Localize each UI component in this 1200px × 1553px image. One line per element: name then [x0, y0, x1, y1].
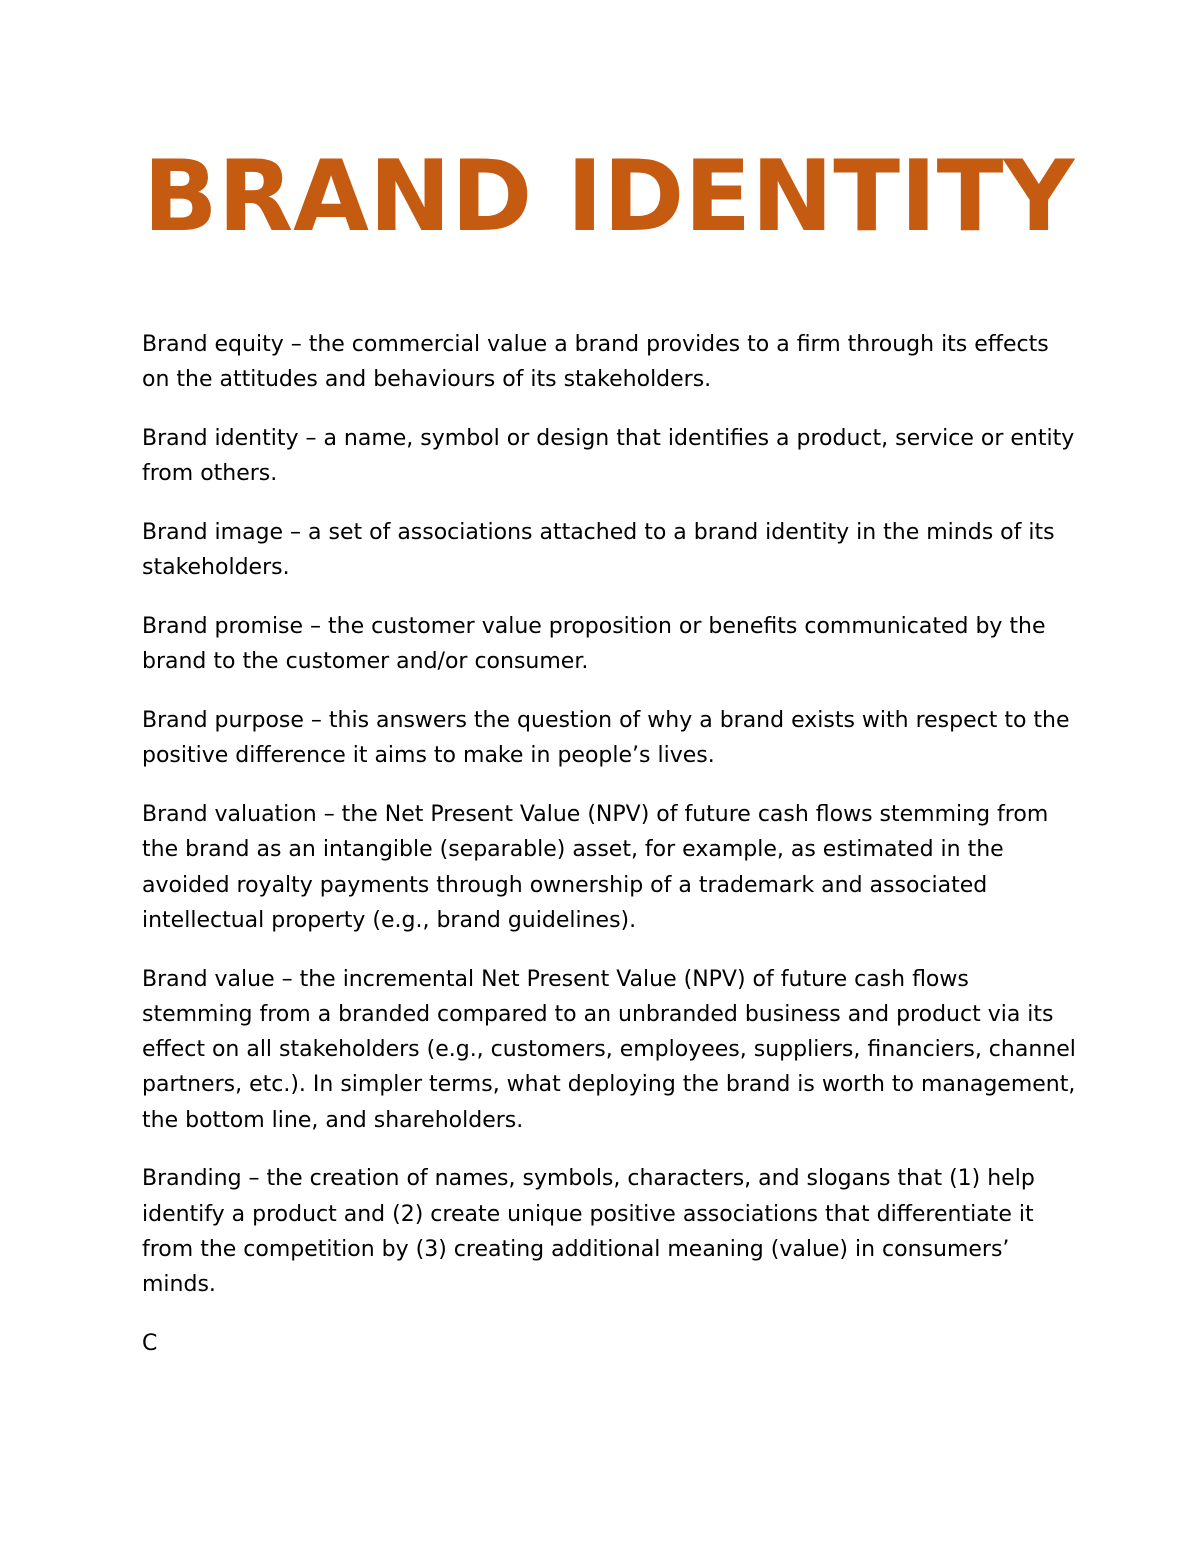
- paragraph-brand-valuation: Brand valuation – the Net Present Value (NPV) of future cash flows stemming from the brand as an intangible (separable) asset, for example, as estimated in the avoided royalty payments through ownership of a trademark and associated intellectual property (e.g., brand guidelines).: [142, 801, 1049, 933]
- paragraph-trailing-text: C: [142, 1330, 158, 1356]
- document-title: BRAND IDENTITY: [143, 140, 1075, 254]
- paragraph-brand-equity: Brand equity – the commercial value a brand provides to a firm through its effects on the attitudes and behaviours of its stakeholders.: [142, 332, 1049, 393]
- paragraph-branding: Branding – the creation of names, symbols, characters, and slogans that (1) help identify a product and (2) create unique positive associations that differentiate it from the competition by (3) creating additional meaning (value) in consumers’ minds.: [142, 1166, 1035, 1298]
- paragraph-brand-identity: Brand identity – a name, symbol or design that identifies a product, service or entity from others.: [142, 425, 1075, 487]
- document-body: [142, 327, 1077, 1385]
- paragraph-brand-value: Brand value – the incremental Net Present Value (NPV) of future cash flows stemming from a branded compared to an unbranded business and product via its effect on all stakeholders (e.g., customers, employees, suppliers, financiers, channel partners, etc.). In simpler terms, what deploying the brand is worth to management, the bottom line, and shareholders.: [142, 966, 1076, 1133]
- paragraph-brand-purpose: Brand purpose – this answers the question of why a brand exists with respect to the positive difference it aims to make in people’s lives.: [142, 707, 1070, 769]
- paragraph-brand-promise: Brand promise – the customer value proposition or benefits communicated by the brand to the customer and/or consumer.: [142, 613, 1046, 675]
- paragraph-brand-image: Brand image – a set of associations attached to a brand identity in the minds of its stakeholders.: [142, 519, 1055, 581]
